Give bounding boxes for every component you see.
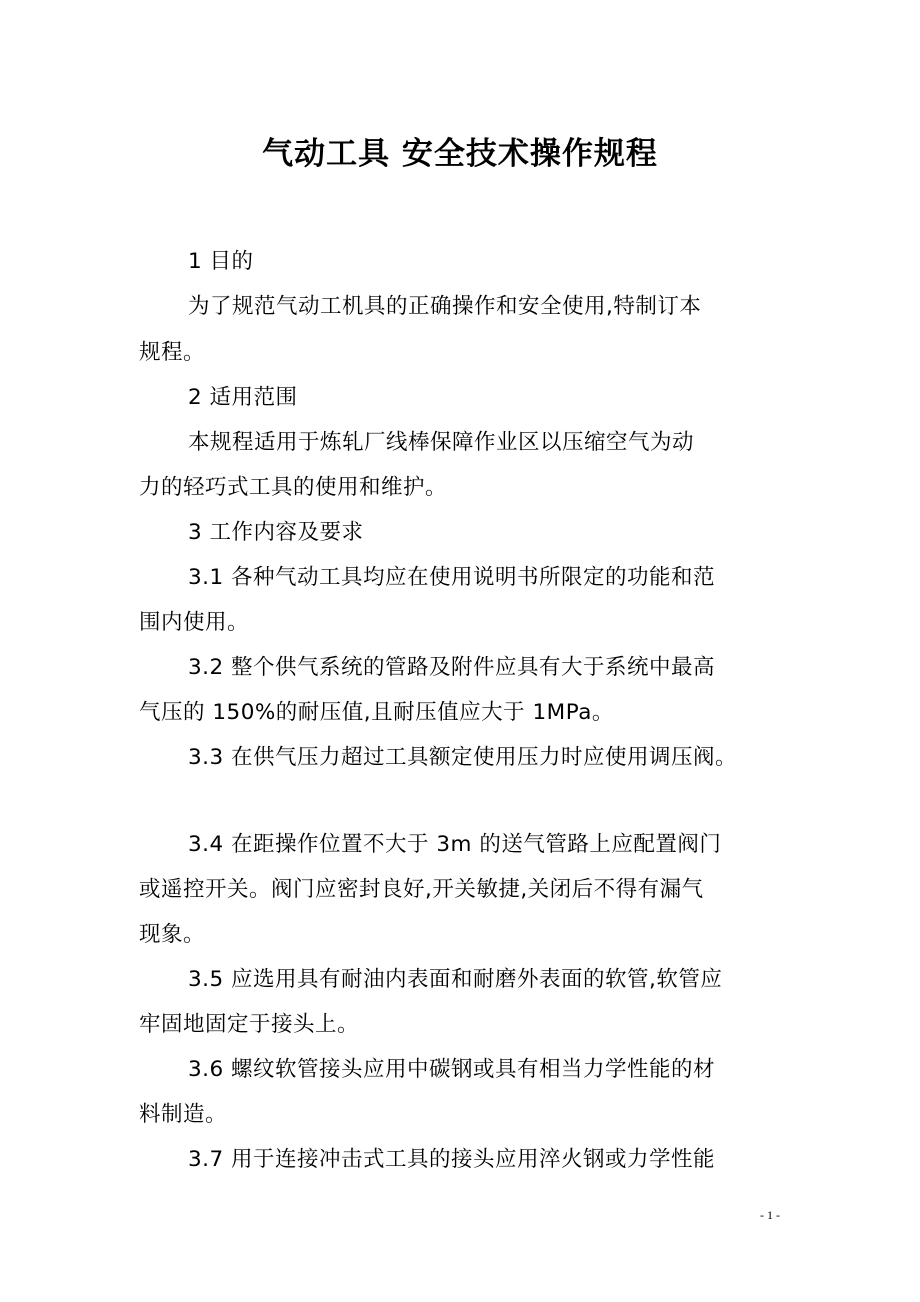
paragraph-line: 气压的 150%的耐压值,且耐压值应大于 1MPa。 [139, 700, 614, 725]
clause-3-2: 3.2 整个供气系统的管路及附件应具有大于系统中最高 [188, 655, 716, 680]
clause-3-7: 3.7 用于连接冲击式工具的接头应用淬火钢或力学性能 [188, 1147, 716, 1172]
paragraph-line: 本规程适用于炼轧厂线棒保障作业区以压缩空气为动 [188, 430, 695, 455]
paragraph-line: 力的轻巧式工具的使用和维护。 [139, 475, 448, 500]
clause-3-6: 3.6 螺纹软管接头应用中碳钢或具有相当力学性能的材 [188, 1057, 716, 1082]
clause-3-5: 3.5 应选用具有耐油内表面和耐磨外表面的软管,软管应 [188, 967, 723, 992]
section-heading-scope: 2 适用范围 [188, 385, 298, 410]
clause-3-4: 3.4 在距操作位置不大于 3m 的送气管路上应配置阀门 [188, 832, 722, 857]
paragraph-line: 围内使用。 [139, 610, 250, 635]
paragraph-line: 为了规范气动工机具的正确操作和安全使用,特制订本 [188, 294, 702, 319]
section-heading-purpose: 1 目的 [188, 249, 254, 274]
document-title: 气动工具 安全技术操作规程 [262, 136, 658, 172]
paragraph-line: 现象。 [139, 922, 206, 947]
paragraph-line: 规程。 [139, 340, 206, 365]
clause-3-3: 3.3 在供气压力超过工具额定使用压力时应使用调压阀。 [188, 745, 738, 770]
paragraph-line: 或遥控开关。阀门应密封良好,开关敏捷,关闭后不得有漏气 [139, 877, 704, 902]
paragraph-line: 牢固地固定于接头上。 [139, 1012, 360, 1037]
clause-3-1: 3.1 各种气动工具均应在使用说明书所限定的功能和范 [188, 565, 716, 590]
section-heading-requirements: 3 工作内容及要求 [188, 520, 364, 545]
paragraph-line: 料制造。 [139, 1102, 228, 1127]
page-number: - 1 - [760, 1208, 780, 1222]
